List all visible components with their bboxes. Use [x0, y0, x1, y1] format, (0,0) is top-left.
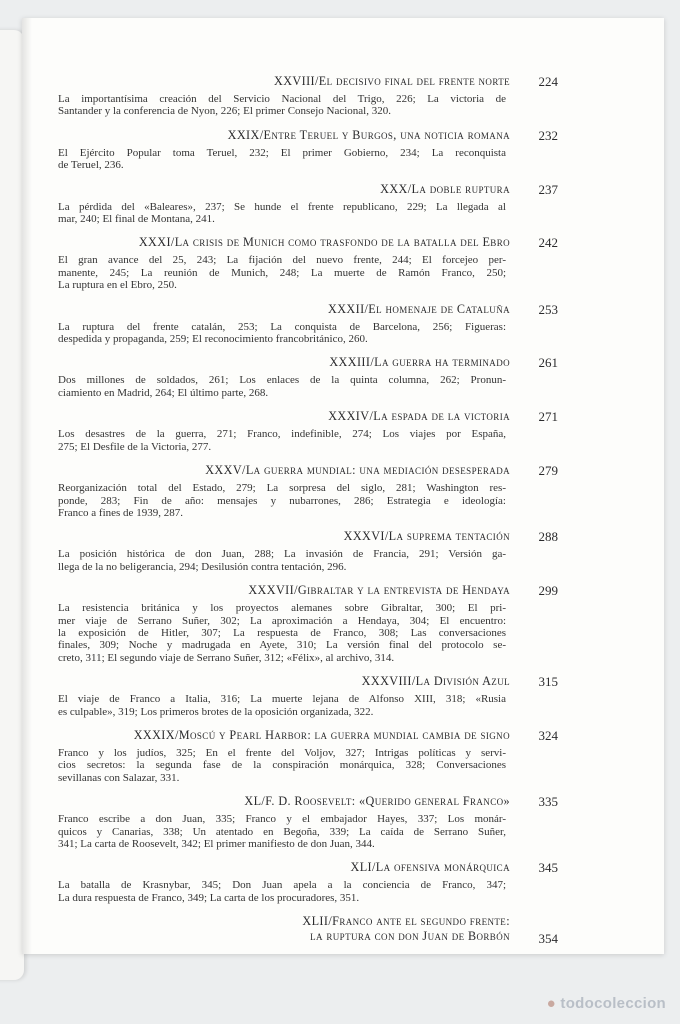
- chapter-title: XXX/La doble ruptura: [380, 181, 510, 196]
- summary-line: La batalla de Krasnybar, 345; Don Juan apela a la conciencia de Franco, 347;: [58, 879, 506, 892]
- chapter-title: XXIX/Entre Teruel y Burgos, una noticia romana: [227, 127, 510, 142]
- toc-entry: [58, 128, 558, 172]
- chapter-summary: [58, 813, 506, 850]
- toc-entry: [58, 182, 558, 226]
- chapter-heading-row: [58, 728, 558, 746]
- summary-line: llega de la no beligerancia, 294; Desilusión contra tentación, 296.: [58, 560, 347, 573]
- summary-line: creto, 311; El segundo viaje de Serrano Suñer, 312; «Félix», al archivo, 314.: [58, 651, 395, 664]
- summary-line: mer viaje de Serrano Suñer, 302; La aproximación a Hendaya, 304; El encuentro:: [58, 614, 506, 627]
- chapter-heading-row: [58, 860, 558, 878]
- chapter-title: XXXVIII/La División Azul: [361, 674, 510, 689]
- chapter-heading-row: [58, 128, 558, 146]
- summary-line: Franco escribe a don Juan, 335; Franco y el embajador Hayes, 337; Los monár-: [58, 813, 506, 826]
- chapter-title: XLI/La ofensiva monárquica: [350, 860, 510, 875]
- chapter-page-number: 354: [538, 931, 558, 947]
- chapter-summary: [58, 374, 506, 399]
- summary-line: La ruptura del frente catalán, 253; La conquista de Barcelona, 256; Figueras:: [58, 320, 506, 333]
- chapter-heading-row: [58, 914, 558, 948]
- toc-entry: [58, 860, 558, 904]
- chapter-title-line: la ruptura con don Juan de Borbón: [310, 929, 510, 944]
- chapter-title: XXXVI/La suprema tentación: [343, 529, 510, 544]
- toc-entry: [58, 355, 558, 399]
- summary-line: La pérdida del «Baleares», 237; Se hunde el frente republicano, 229; La llegada al: [58, 200, 506, 213]
- chapter-title: XXXVII/Gibraltar y la entrevista de Hendaya: [248, 583, 510, 598]
- summary-line: La importantísima creación del Servicio Nacional del Trigo, 226; La victoria de: [58, 93, 506, 105]
- chapter-summary: [58, 747, 506, 784]
- chapter-heading-row: [58, 74, 558, 92]
- summary-line: cios secretos: la segunda fase de la conspiración monárquica, 328; Conversaciones: [58, 759, 506, 772]
- watermark-text: todocoleccion: [560, 995, 666, 1012]
- chapter-summary: [58, 321, 506, 346]
- page-gutter-shadow: [22, 18, 32, 954]
- chapter-title: XXVIII/El decisivo final del frente norte: [274, 74, 510, 88]
- table-of-contents: [58, 74, 558, 958]
- chapter-summary: [58, 548, 506, 573]
- summary-line: la exposición de Hitler, 307; La respuesta de Franco, 308; Las conversaciones: [58, 626, 506, 639]
- chapter-page-number: 335: [538, 794, 558, 810]
- chapter-title: XXXII/El homenaje de Cataluña: [328, 301, 510, 316]
- toc-entry: [58, 728, 558, 784]
- chapter-page-number: 345: [538, 860, 558, 876]
- summary-line: Los desastres de la guerra, 271; Franco, indefinible, 274; Los viajes por España,: [58, 428, 506, 441]
- chapter-heading-row: [58, 235, 558, 253]
- summary-line: 275; El Desfile de la Victoria, 277.: [58, 440, 212, 453]
- chapter-heading-row: [58, 794, 558, 812]
- summary-line: La resistencia británica y los proyectos alemanes sobre Gibraltar, 300; El pri-: [58, 602, 506, 615]
- summary-line: es culpable», 319; Los primeros brotes de la oposición organizada, 322.: [58, 705, 374, 718]
- left-page-edge: [0, 30, 24, 980]
- chapter-page-number: 279: [538, 463, 558, 479]
- chapter-page-number: 261: [538, 355, 558, 371]
- toc-entry: [58, 794, 558, 850]
- chapter-heading-row: [58, 409, 558, 427]
- toc-entry: [58, 409, 558, 453]
- summary-line: Santander y la conferencia de Nyon, 226; El primer Consejo Nacional, 320.: [58, 105, 391, 118]
- toc-entry: [58, 74, 558, 118]
- chapter-title: XXXV/La guerra mundial: una mediación desesperada: [205, 463, 510, 478]
- summary-line: sevillanas con Salazar, 331.: [58, 771, 180, 784]
- summary-line: mar, 240; El final de Montana, 241.: [58, 213, 215, 226]
- chapter-heading-row: [58, 583, 558, 601]
- summary-line: ciamiento en Madrid, 264; El último parte, 268.: [58, 386, 269, 399]
- chapter-page-number: 232: [538, 127, 558, 143]
- summary-line: Reorganización total del Estado, 279; La sorpresa del siglo, 281; Washington res-: [58, 482, 506, 495]
- toc-entry: [58, 235, 558, 291]
- chapter-summary: [58, 201, 506, 226]
- chapter-heading-row: [58, 674, 558, 692]
- watermark-logo: [547, 995, 666, 1012]
- chapter-summary: [58, 147, 506, 172]
- summary-line: La ruptura en el Ebro, 250.: [58, 279, 177, 292]
- chapter-page-number: 299: [538, 583, 558, 599]
- chapter-title: [58, 914, 558, 944]
- chapter-summary: [58, 93, 506, 118]
- summary-line: El Ejército Popular toma Teruel, 232; El primer Gobierno, 234; La reconquista: [58, 146, 506, 159]
- chapter-summary: [58, 693, 506, 718]
- chapter-summary: [58, 482, 506, 519]
- summary-line: 341; La carta de Roosevelt, 342; El primer manifiesto de don Juan, 344.: [58, 838, 375, 850]
- toc-entry: [58, 583, 558, 664]
- summary-line: Dos millones de soldados, 261; Los enlaces de la quinta columna, 262; Pronun-: [58, 374, 506, 387]
- chapter-summary: [58, 602, 506, 664]
- chapter-page-number: 288: [538, 529, 558, 545]
- summary-line: El viaje de Franco a Italia, 316; La muerte lejana de Alfonso XIII, 318; «Rusia: [58, 693, 506, 706]
- summary-line: Franco y los judíos, 325; En el frente del Voljov, 327; Intrigas políticas y servi-: [58, 746, 506, 759]
- chapter-heading-row: [58, 182, 558, 200]
- summary-line: de Teruel, 236.: [58, 159, 124, 172]
- chapter-page-number: 224: [538, 74, 558, 89]
- chapter-page-number: 271: [538, 409, 558, 425]
- toc-entry: [58, 302, 558, 346]
- chapter-page-number: 324: [538, 727, 558, 743]
- chapter-heading-row: [58, 302, 558, 320]
- toc-entry: [58, 674, 558, 718]
- summary-line: despedida y propaganda, 259; El reconocimiento francobritánico, 260.: [58, 333, 368, 346]
- chapter-title: XXXI/La crisis de Munich como trasfondo de la batalla del Ebro: [138, 235, 510, 250]
- watermark-dot-icon: ●: [546, 995, 556, 1012]
- chapter-page-number: 253: [538, 301, 558, 317]
- chapter-heading-row: [58, 529, 558, 547]
- summary-line: finales, 309; Noche y madrugada en Ayete, 310; La versión final del protocolo se-: [58, 639, 506, 652]
- summary-line: El gran avance del 25, 243; La fijación del nuevo frente, 244; El forcejeo per-: [58, 254, 506, 267]
- chapter-title-line: XLII/Franco ante el segundo frente:: [302, 914, 510, 929]
- summary-line: ponde, 283; Fin de año: mensajes y nubarrones, 286; Estrategia e ideología:: [58, 494, 506, 507]
- summary-line: quicos y Canarias, 338; Un atentado en Begoña, 339; La caída de Serrano Suñer,: [58, 825, 506, 838]
- toc-entry: [58, 529, 558, 573]
- chapter-summary: [58, 428, 506, 453]
- summary-line: Franco a fines de 1939, 287.: [58, 506, 183, 519]
- toc-entry: [58, 463, 558, 519]
- chapter-summary: [58, 254, 506, 291]
- summary-line: manente, 245; La reunión de Munich, 248; La muerte de Ramón Franco, 250;: [58, 266, 506, 279]
- chapter-title: XXXIV/La espada de la victoria: [328, 409, 510, 424]
- chapter-heading-row: [58, 463, 558, 481]
- chapter-title: XL/F. D. Roosevelt: «Querido general Franco»: [244, 794, 510, 809]
- chapter-summary: [58, 879, 506, 904]
- chapter-title: XXXIII/La guerra ha terminado: [329, 355, 510, 370]
- chapter-page-number: 315: [538, 674, 558, 690]
- chapter-page-number: 242: [538, 235, 558, 251]
- chapter-title: XXXIX/Moscú y Pearl Harbor: la guerra mundial cambia de signo: [133, 727, 510, 742]
- toc-entry-final: [58, 914, 558, 948]
- chapter-heading-row: [58, 355, 558, 373]
- summary-line: La dura respuesta de Franco, 349; La carta de los procuradores, 351.: [58, 891, 360, 904]
- chapter-page-number: 237: [538, 181, 558, 197]
- summary-line: La posición histórica de don Juan, 288; La invasión de Francia, 291; Versión ga-: [58, 548, 506, 561]
